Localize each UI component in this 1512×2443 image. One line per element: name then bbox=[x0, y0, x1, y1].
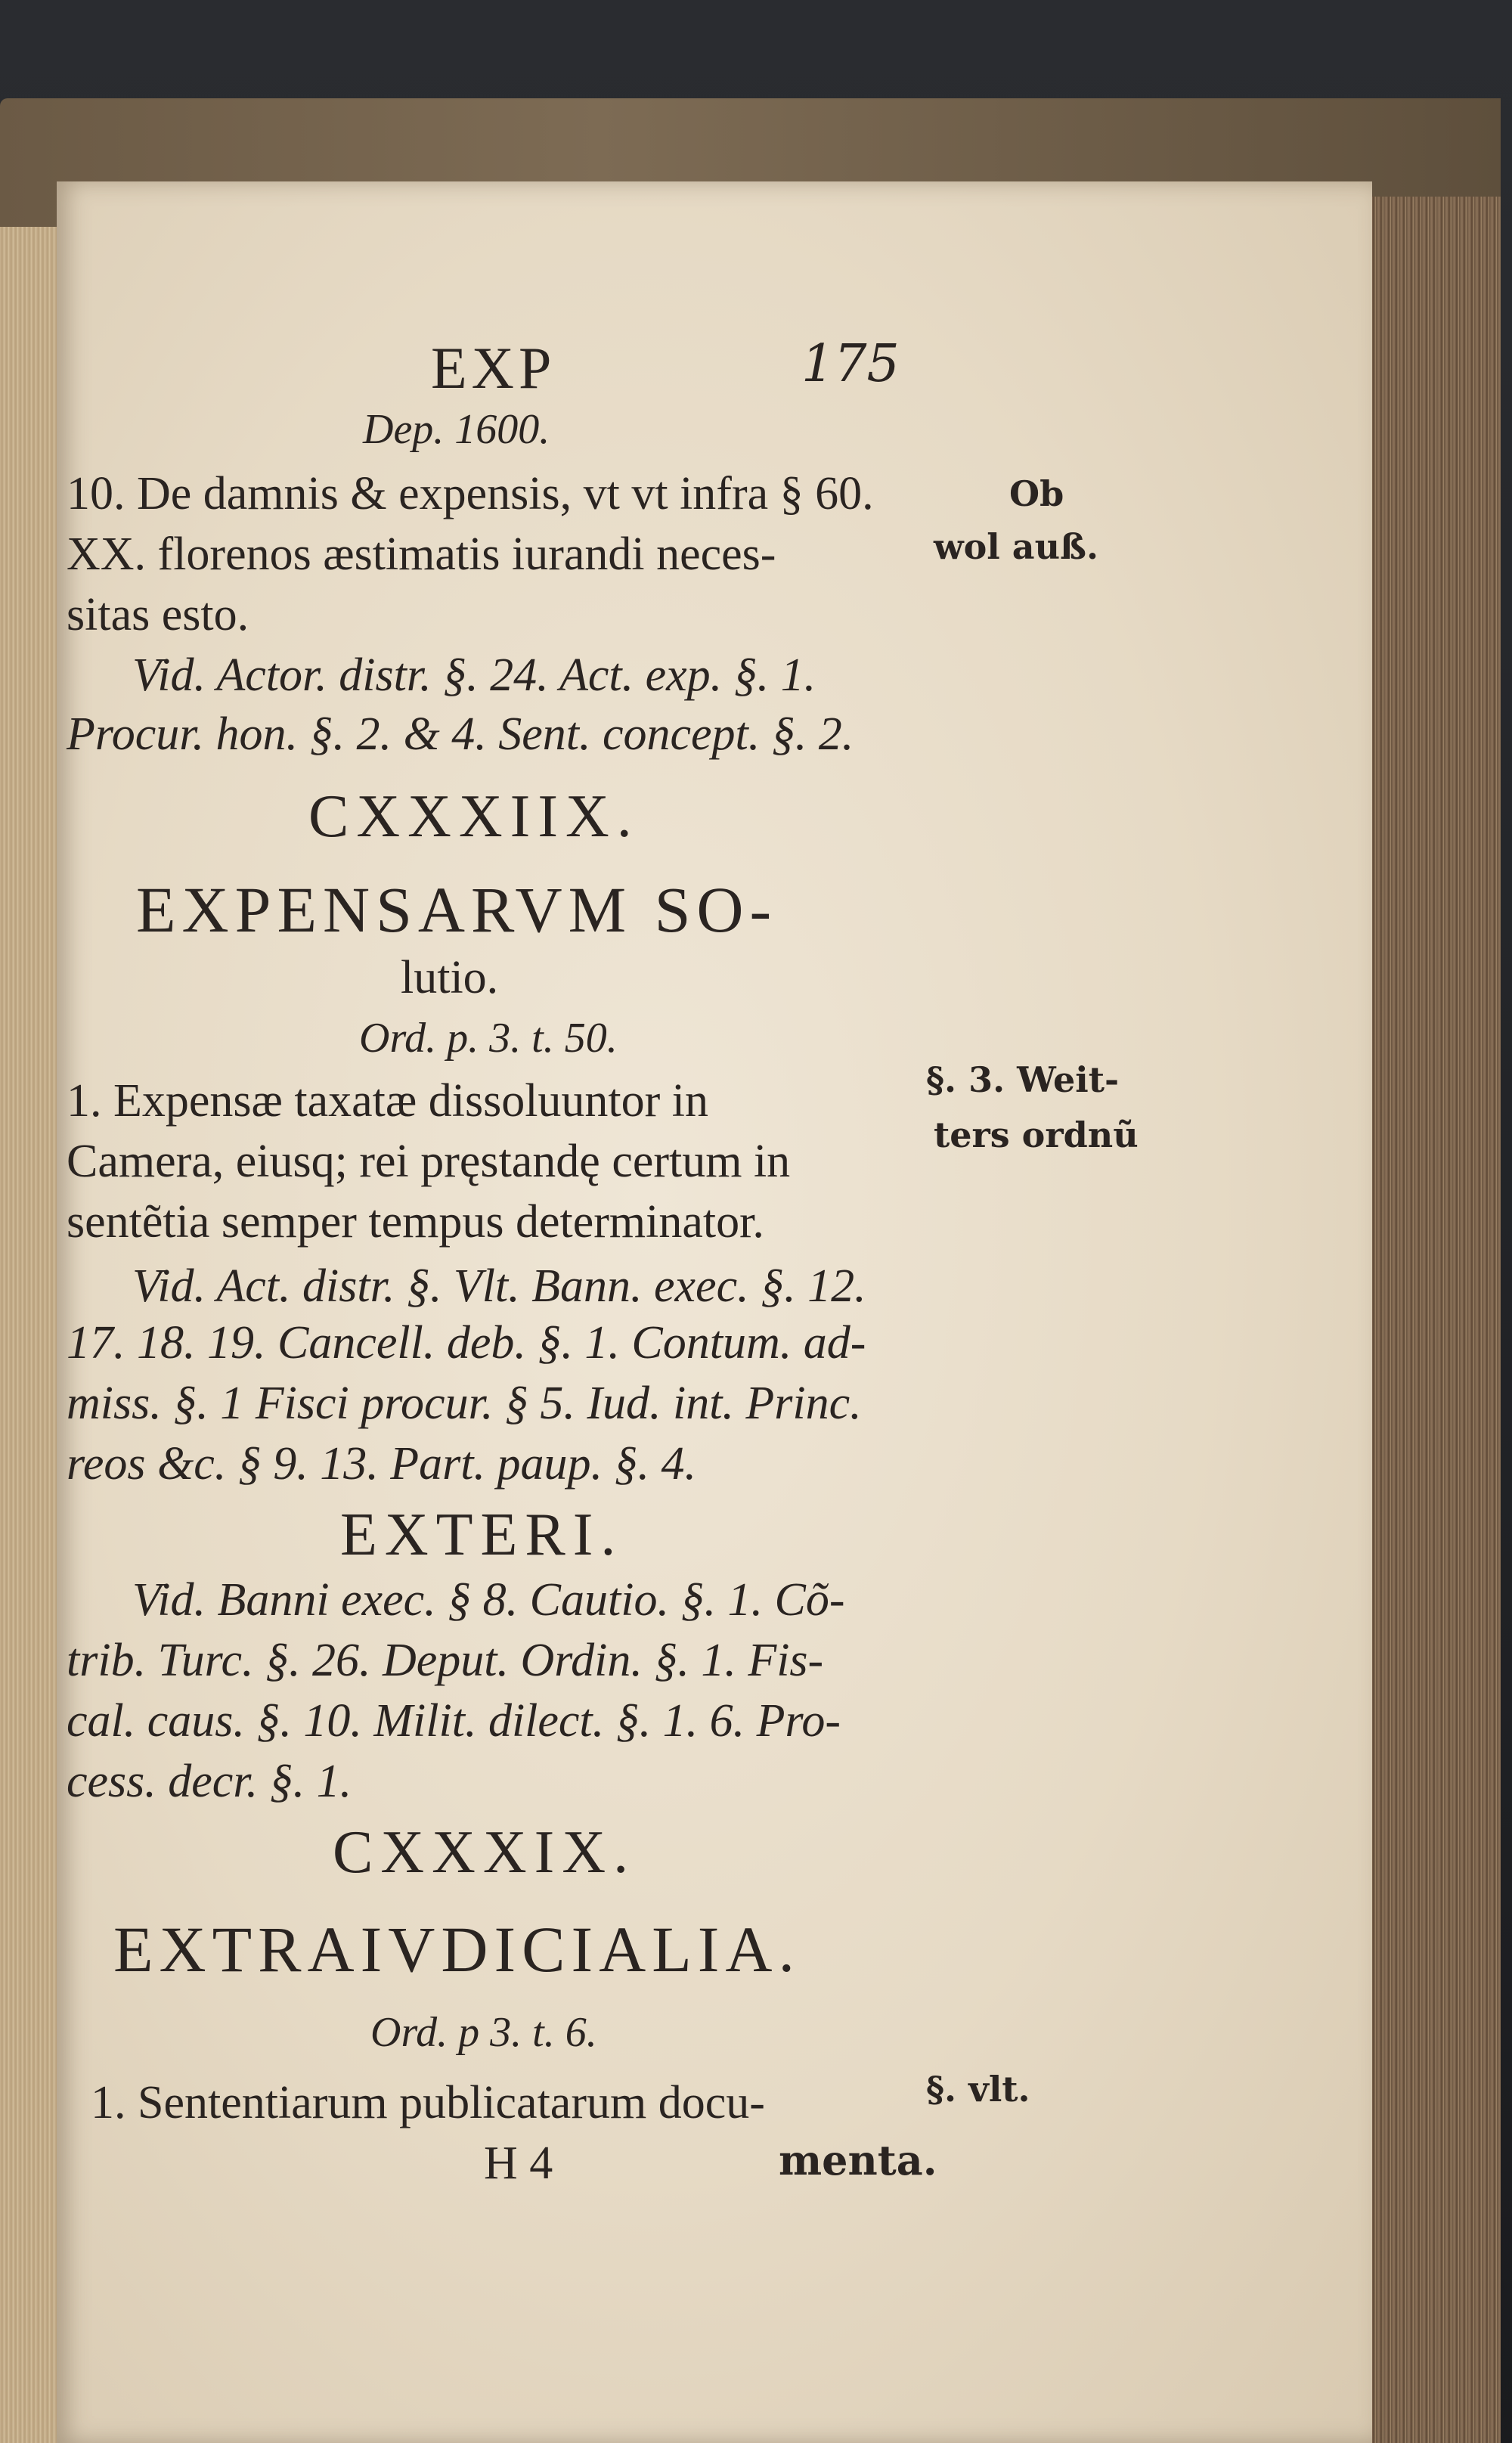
margin-note: ters ordnũ bbox=[934, 1115, 1139, 1155]
margin-note: Ob bbox=[1009, 473, 1064, 514]
chapter-number: CXXXIX. bbox=[333, 1819, 637, 1886]
text-line: reos &c. § 9. 13. Part. paup. §. 4. bbox=[67, 1438, 696, 1490]
entry-title: EXTRAIVDICIALIA. bbox=[113, 1913, 801, 1986]
text-line: 10. De damnis & expensis, vt vt infra § 60. bbox=[67, 468, 874, 519]
text-line: Vid. Banni exec. § 8. Cautio. §. 1. Cõ- bbox=[132, 1574, 845, 1626]
subhead: Dep. 1600. bbox=[363, 406, 550, 453]
chapter-number: CXXXIIX. bbox=[308, 783, 640, 850]
running-head-word: EXP bbox=[431, 335, 556, 401]
page-number: 175 bbox=[801, 334, 900, 394]
subhead: Ord. p. 3. t. 50. bbox=[359, 1015, 618, 1062]
text-line: 1. Sententiarum publicatarum docu- bbox=[91, 2077, 765, 2128]
margin-note: wol auß. bbox=[934, 526, 1098, 567]
text-line: XX. florenos æstimatis iurandi neces- bbox=[67, 529, 776, 580]
fore-edge bbox=[1361, 197, 1501, 2443]
subhead: Ord. p 3. t. 6. bbox=[370, 2009, 597, 2056]
text-line: 17. 18. 19. Cancell. deb. §. 1. Contum. ad- bbox=[67, 1317, 866, 1369]
text-line: 1. Expensæ taxatæ dissoluuntor in bbox=[67, 1075, 709, 1127]
text-line: miss. §. 1 Fisci procur. § 5. Iud. int. Princ. bbox=[67, 1378, 862, 1429]
text-line: cess. decr. §. 1. bbox=[67, 1756, 352, 1807]
margin-note: §. 3. Weit- bbox=[926, 1059, 1120, 1100]
text-line: Vid. Actor. distr. §. 24. Act. exp. §. 1. bbox=[132, 650, 816, 701]
signature-mark: H 4 bbox=[484, 2138, 553, 2189]
catchword: menta. bbox=[779, 2136, 937, 2184]
left-page-edges bbox=[0, 227, 59, 2443]
text-line: Procur. hon. §. 2. & 4. Sent. concept. §. 2. bbox=[67, 708, 854, 760]
entry-title: lutio. bbox=[401, 952, 499, 1003]
text-line: Camera, eiusq; rei pręstandę certum in bbox=[67, 1136, 791, 1187]
entry-title: EXTERI. bbox=[340, 1502, 624, 1568]
margin-note: §. vlt. bbox=[926, 2069, 1030, 2110]
entry-title: EXPENSARVM SO- bbox=[136, 873, 778, 946]
text-line: sitas esto. bbox=[67, 589, 249, 640]
text-line: sentẽtia semper tempus determinator. bbox=[67, 1196, 764, 1248]
text-line: cal. caus. §. 10. Milit. dilect. §. 1. 6. Pro- bbox=[67, 1695, 841, 1747]
text-line: trib. Turc. §. 26. Deput. Ordin. §. 1. Fis- bbox=[67, 1635, 824, 1686]
text-line: Vid. Act. distr. §. Vlt. Bann. exec. §. 12. bbox=[132, 1260, 866, 1312]
